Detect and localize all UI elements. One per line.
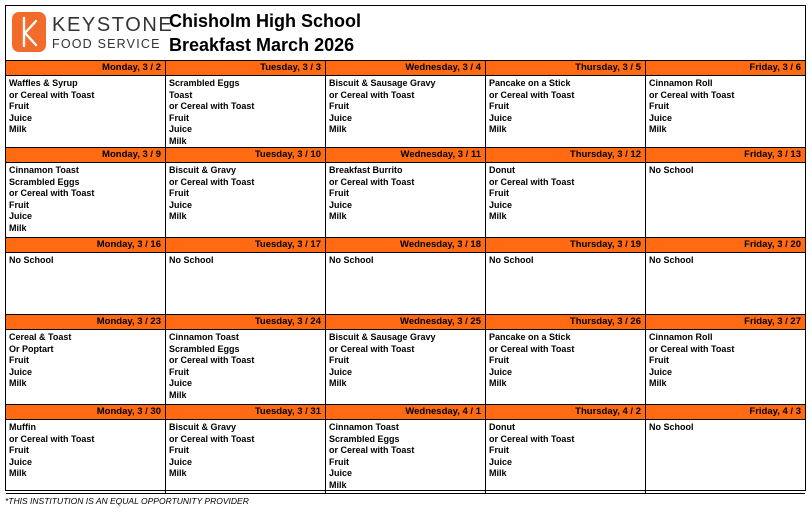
menu-item: Juice [169,124,193,135]
day-cell [326,148,486,238]
menu-item: or Cereal with Toast [9,89,95,100]
day-date-header: Friday, 4 / 3 [646,405,805,420]
day-cell [646,148,805,238]
menu-item: Juice [169,199,193,210]
day-date-header: Wednesday, 3 / 18 [326,238,485,253]
menu-item: or Cereal with Toast [649,343,735,354]
day-cell [326,238,486,315]
menu-item: Milk [489,468,507,479]
day-menu-list [166,330,325,402]
menu-item: or Cereal with Toast [329,445,415,456]
day-menu-list [486,330,645,390]
day-date-header: Thursday, 4 / 2 [486,405,645,420]
menu-item: Fruit [489,445,509,456]
day-menu-list [646,163,805,177]
footer-note: *THIS INSTITUTION IS AN EQUAL OPPORTUNITY PROVIDER [5,496,249,506]
day-menu-list [486,253,645,267]
menu-item: Milk [489,211,507,222]
day-cell [486,315,646,405]
menu-sheet [5,5,806,491]
menu-item: Milk [329,479,347,490]
menu-item: Scrambled Eggs [9,176,80,187]
day-date-header: Tuesday, 3 / 3 [166,61,325,76]
day-menu-list [646,253,805,267]
day-cell [166,405,326,494]
menu-item: Milk [9,378,27,389]
menu-item: Milk [169,389,187,400]
menu-item: No School [649,255,694,265]
day-cell [6,238,166,315]
menu-item: Or Poptart [9,343,54,354]
day-menu-list [6,76,165,136]
menu-item: Donut [489,165,515,175]
logo-brand-text: KEYSTONE [52,14,174,36]
menu-item: Juice [649,366,673,377]
menu-item: Toast [169,89,193,100]
day-menu-list [166,163,325,223]
menu-title: Breakfast March 2026 [169,35,355,55]
logo-tagline-text: FOOD SERVICE [52,37,161,51]
menu-item: Donut [489,422,515,432]
day-menu-list [6,253,165,267]
menu-item: No School [9,255,54,265]
menu-item: or Cereal with Toast [649,89,735,100]
day-menu-list [646,330,805,390]
menu-item: Fruit [169,188,189,199]
day-cell [166,148,326,238]
day-date-header: Wednesday, 4 / 1 [326,405,485,420]
day-date-header: Tuesday, 3 / 24 [166,315,325,330]
menu-item: or Cereal with Toast [169,176,255,187]
menu-item: Cinnamon Toast [9,165,79,175]
day-menu-list [486,163,645,223]
week-row [6,238,805,315]
menu-item: Juice [329,468,353,479]
menu-item: Milk [169,135,187,146]
menu-item: or Cereal with Toast [329,343,415,354]
menu-item: Milk [9,222,27,233]
menu-item: Milk [169,211,187,222]
day-menu-list [6,420,165,480]
day-date-header: Friday, 3 / 27 [646,315,805,330]
menu-item: Biscuit & Gravy [169,422,237,432]
day-menu-list [6,330,165,390]
menu-item: Fruit [169,366,189,377]
day-cell [326,315,486,405]
day-date-header: Friday, 3 / 6 [646,61,805,76]
menu-item: Fruit [169,445,189,456]
menu-item: Milk [649,378,667,389]
day-cell [646,238,805,315]
menu-item: or Cereal with Toast [9,188,95,199]
day-menu-list [166,253,325,267]
menu-item: Fruit [489,355,509,366]
menu-item: Juice [489,456,513,467]
menu-item: Pancake on a Stick [489,78,571,88]
day-cell [166,61,326,148]
menu-item: No School [329,255,374,265]
day-date-header: Monday, 3 / 30 [6,405,165,420]
menu-item: or Cereal with Toast [329,89,415,100]
day-cell [486,238,646,315]
menu-item: Milk [329,378,347,389]
day-menu-list [326,330,485,390]
day-date-header: Wednesday, 3 / 25 [326,315,485,330]
menu-item: Milk [489,124,507,135]
menu-item: Cinnamon Toast [329,422,399,432]
day-cell [6,148,166,238]
menu-item: or Cereal with Toast [169,101,255,112]
day-menu-list [326,163,485,223]
menu-item: Fruit [489,188,509,199]
menu-item: Fruit [329,456,349,467]
week-row [6,405,805,494]
menu-item: Juice [329,112,353,123]
day-date-header: Friday, 3 / 20 [646,238,805,253]
day-date-header: Wednesday, 3 / 11 [326,148,485,163]
day-cell [166,315,326,405]
menu-item: Juice [329,366,353,377]
menu-item: Milk [329,211,347,222]
day-menu-list [646,76,805,136]
menu-item: or Cereal with Toast [489,89,575,100]
menu-item: Fruit [9,199,29,210]
day-cell [6,315,166,405]
day-cell [166,238,326,315]
day-menu-list [326,253,485,267]
day-date-header: Wednesday, 3 / 4 [326,61,485,76]
menu-item: Biscuit & Gravy [169,165,237,175]
week-row [6,315,805,405]
menu-item: No School [169,255,214,265]
day-cell [646,405,805,494]
menu-item: Breakfast Burrito [329,165,403,175]
menu-item: Scrambled Eggs [169,78,240,88]
menu-item: Waffles & Syrup [9,78,78,88]
day-cell [6,61,166,148]
menu-item: Juice [169,378,193,389]
title-block [169,9,361,57]
menu-item: Fruit [329,101,349,112]
day-date-header: Thursday, 3 / 5 [486,61,645,76]
menu-item: Fruit [649,355,669,366]
menu-item: Scrambled Eggs [329,433,400,444]
day-date-header: Friday, 3 / 13 [646,148,805,163]
school-name: Chisholm High School [169,11,361,31]
day-date-header: Thursday, 3 / 12 [486,148,645,163]
menu-header [6,6,805,61]
day-menu-list [166,420,325,480]
menu-item: Cinnamon Toast [169,332,239,342]
day-menu-list [6,163,165,235]
menu-item: Juice [489,199,513,210]
day-menu-list [486,76,645,136]
menu-item: Pancake on a Stick [489,332,571,342]
menu-item: Cinnamon Roll [649,332,713,342]
menu-item: Biscuit & Sausage Gravy [329,332,436,342]
menu-item: or Cereal with Toast [169,433,255,444]
menu-item: or Cereal with Toast [489,433,575,444]
menu-item: Fruit [489,101,509,112]
menu-item: Fruit [9,445,29,456]
day-date-header: Thursday, 3 / 19 [486,238,645,253]
menu-item: Juice [9,112,33,123]
menu-item: or Cereal with Toast [9,433,95,444]
menu-item: Juice [649,112,673,123]
day-cell [486,148,646,238]
day-date-header: Tuesday, 3 / 10 [166,148,325,163]
day-date-header: Monday, 3 / 2 [6,61,165,76]
day-date-header: Monday, 3 / 23 [6,315,165,330]
keystone-logo [12,10,174,56]
menu-item: Milk [489,378,507,389]
menu-item: No School [649,165,694,175]
menu-item: or Cereal with Toast [489,343,575,354]
menu-item: Juice [9,456,33,467]
menu-item: or Cereal with Toast [489,176,575,187]
menu-item: Muffin [9,422,36,432]
day-date-header: Tuesday, 3 / 17 [166,238,325,253]
menu-item: Juice [9,366,33,377]
day-date-header: Thursday, 3 / 26 [486,315,645,330]
day-cell [326,61,486,148]
menu-item: Biscuit & Sausage Gravy [329,78,436,88]
day-cell [326,405,486,494]
menu-item: Milk [169,468,187,479]
menu-item: Milk [9,468,27,479]
week-row [6,61,805,148]
day-menu-list [326,420,485,492]
menu-item: No School [649,422,694,432]
day-menu-list [646,420,805,434]
day-cell [646,315,805,405]
menu-item: Fruit [329,188,349,199]
day-date-header: Monday, 3 / 9 [6,148,165,163]
day-date-header: Tuesday, 3 / 31 [166,405,325,420]
menu-item: Juice [489,366,513,377]
menu-item: Fruit [329,355,349,366]
day-cell [6,405,166,494]
menu-item: Fruit [169,112,189,123]
day-menu-list [326,76,485,136]
day-menu-list [486,420,645,480]
calendar-grid [6,61,805,494]
menu-item: Milk [329,124,347,135]
day-cell [486,405,646,494]
menu-item: Fruit [9,101,29,112]
day-cell [646,61,805,148]
menu-item: Juice [329,199,353,210]
menu-item: Scrambled Eggs [169,343,240,354]
menu-item: or Cereal with Toast [329,176,415,187]
menu-item: Fruit [9,355,29,366]
menu-item: Juice [169,456,193,467]
menu-item: Cinnamon Roll [649,78,713,88]
day-menu-list [166,76,325,148]
keystone-k-icon [12,12,46,52]
menu-item: Milk [649,124,667,135]
menu-item: Juice [9,211,33,222]
menu-item: Fruit [649,101,669,112]
menu-item: or Cereal with Toast [169,355,255,366]
menu-item: Milk [9,124,27,135]
day-date-header: Monday, 3 / 16 [6,238,165,253]
menu-item: Juice [489,112,513,123]
menu-item: Cereal & Toast [9,332,72,342]
menu-item: No School [489,255,534,265]
day-cell [486,61,646,148]
week-row [6,148,805,238]
